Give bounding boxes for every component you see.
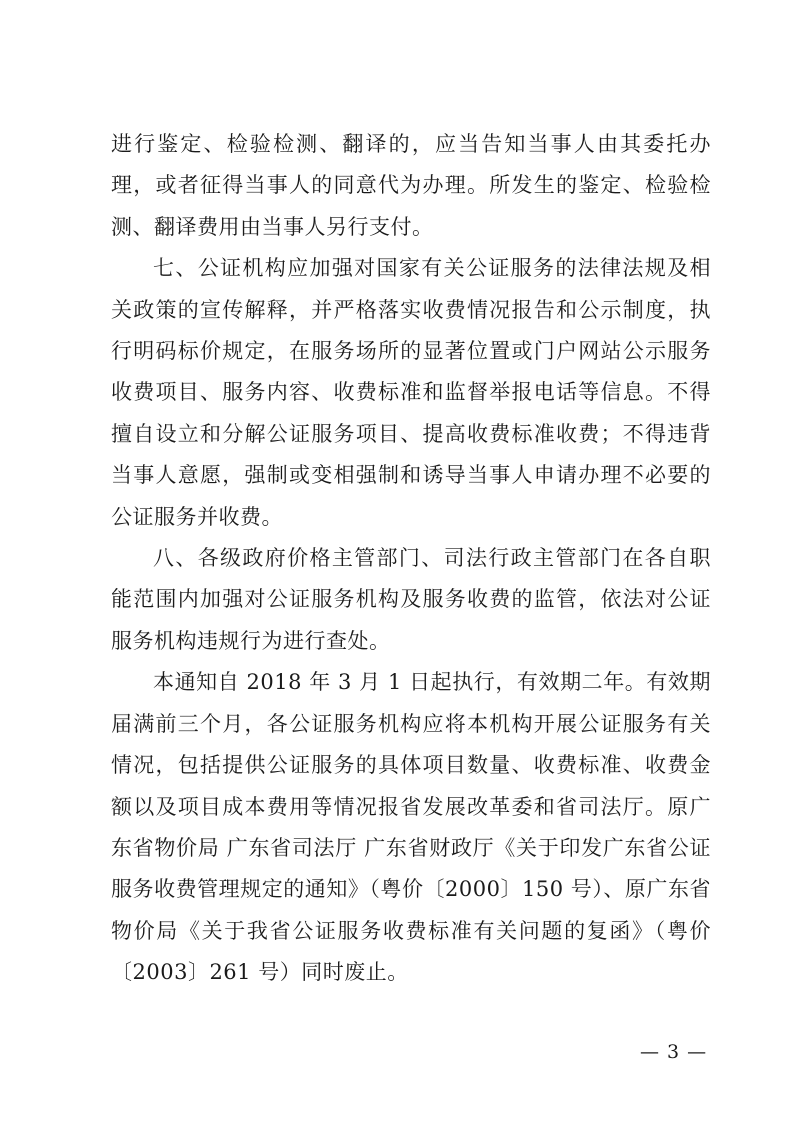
paragraph-continued: 进行鉴定、检验检测、翻译的，应当告知当事人由其委托办理，或者征得当事人的同意代为办理。所发生的鉴定、检验检测、翻译费用由当事人另行支付。 <box>111 132 711 239</box>
page-number: — 3 — <box>640 1041 708 1063</box>
paragraph-item-8: 八、各级政府价格主管部门、司法行政主管部门在各自职能范围内加强对公证服务机构及服务收费的监管，依法对公证服务机构违规行为进行查处。 <box>111 546 711 653</box>
document-body <box>111 124 711 994</box>
paragraph-item-7: 七、公证机构应加强对国家有关公证服务的法律法规及相关政策的宣传解释，并严格落实收费情况报告和公示制度，执行明码标价规定，在服务场所的显著位置或门户网站公示服务收费项目、服务内容、收费标准和监督举报电话等信息。不得擅自设立和分解公证服务项目、提高收费标准收费；不得违背当事人意愿，强制或变相强制和诱导当事人申请办理不必要的公证服务并收费。 <box>111 256 711 529</box>
paragraph-effective-date: 本通知自 2018 年 3 月 1 日起执行，有效期二年。有效期届满前三个月，各公证服务机构应将本机构开展公证服务有关情况，包括提供公证服务的具体项目数量、收费标准、收费金额以及项目成本费用等情况报省发展改革委和省司法厅。原广东省物价局 广东省司法厅 广东省财政厅《关于印发广东省公证服务收费管理规定的通知》（粤价〔2000〕150 号）、原广东省物价局《关于我省公证服务收费标准有关问题的复函》（粤价〔2003〕261 号）同时废止。 <box>111 670 711 985</box>
